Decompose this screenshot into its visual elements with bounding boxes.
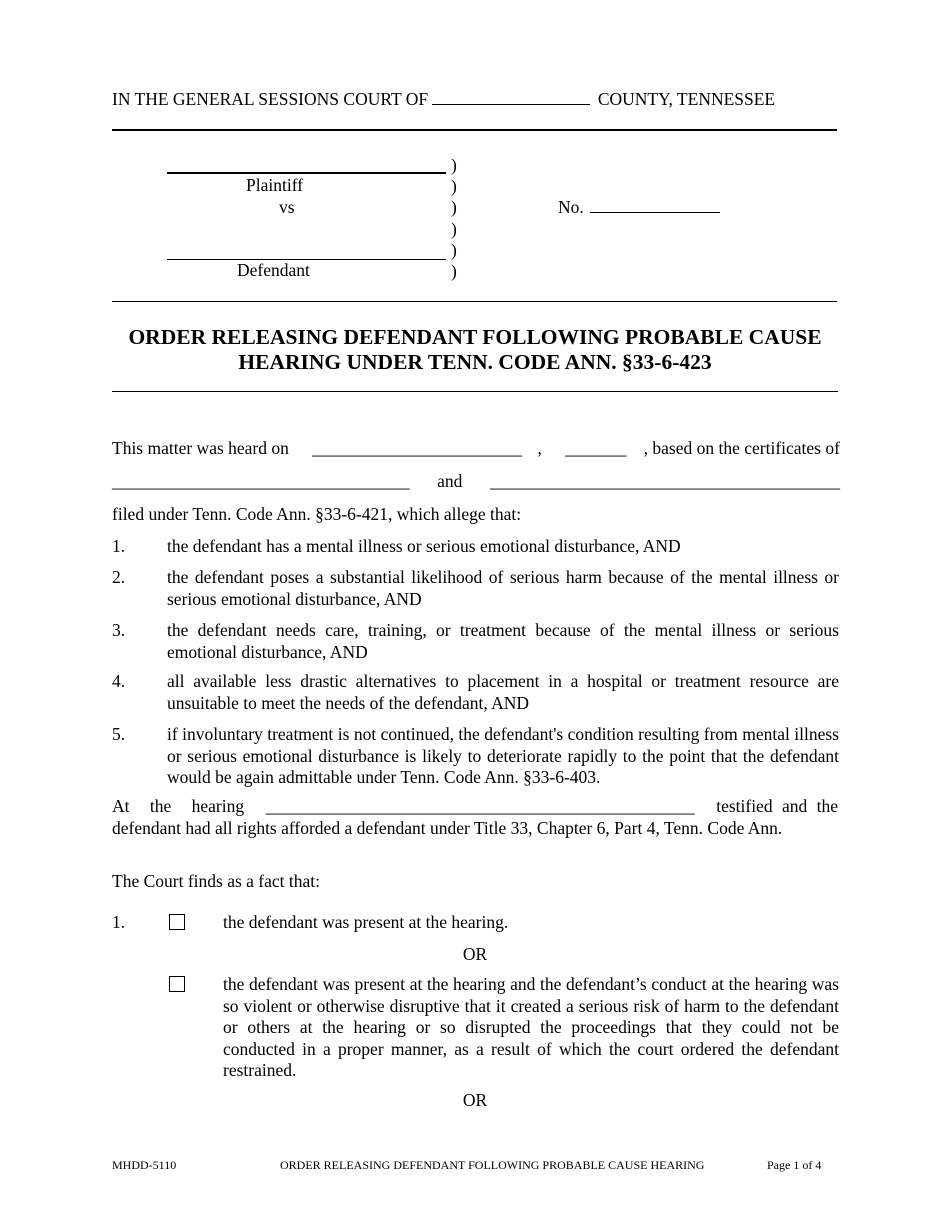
heard-text-2: , based on the certificates of: [643, 438, 840, 458]
page-current: 1: [793, 1158, 800, 1172]
defendant-label: Defendant: [237, 260, 310, 280]
hearing-line-2: defendant had all rights afforded a defendant under Title 33, Chapter 6, Part 4, Tenn. Code Ann.: [112, 818, 783, 838]
allegation-number: 4.: [112, 671, 126, 691]
hearing-suffix: testified and the: [716, 796, 838, 816]
caption-paren: ): [451, 219, 457, 239]
option-a-text: the defendant was present at the hearing.: [223, 912, 509, 932]
page-total: 4: [815, 1158, 822, 1172]
plaintiff-label: Plaintiff: [246, 175, 304, 195]
title-rule: [112, 391, 838, 392]
option-a-checkbox[interactable]: [169, 914, 185, 930]
footer-form-title: ORDER RELEASING DEFENDANT FOLLOWING PROBABLE CAUSE HEARING: [280, 1158, 705, 1172]
case-number: [558, 197, 720, 218]
heard-comma: ,: [537, 438, 542, 458]
filed-text: filed under Tenn. Code Ann. §33-6-421, which allege that:: [112, 504, 522, 524]
or-separator: OR: [462, 1090, 488, 1110]
caption-paren: ): [451, 155, 457, 175]
footer-page-number: [767, 1158, 821, 1173]
allegation-text: the defendant has a mental illness or serious emotional disturbance, AND: [167, 536, 681, 556]
footer-form-id: MHDD-5110: [112, 1158, 177, 1172]
court-header: [112, 89, 775, 110]
certificate-2-field[interactable]: ________________________________________: [490, 471, 840, 491]
page-title: [100, 325, 850, 375]
allegation-number: 2.: [112, 567, 126, 587]
findings-intro: The Court finds as a fact that:: [112, 871, 320, 891]
plaintiff-name-field[interactable]: [167, 172, 446, 174]
option-b-text: the defendant was present at the hearing and the defendant’s conduct at the hearing was so violent or otherwise disruptive that it created a serious risk of harm to the defendant or others at the hearing or so disrupted the proceedings that they could not be conducted in a proper manner, as a result of which the court ordered the defendant restrained.: [223, 974, 839, 1081]
caption-paren: ): [451, 176, 457, 196]
court-header-prefix: IN THE GENERAL SESSIONS COURT OF: [112, 89, 429, 109]
page-of: of: [802, 1158, 813, 1172]
vs-label: vs: [279, 197, 295, 217]
heard-text-1: This matter was heard on: [112, 438, 289, 458]
caption-rule: [112, 301, 837, 302]
option-b-checkbox[interactable]: [169, 976, 185, 992]
or-separator: OR: [462, 944, 488, 964]
county-name-field[interactable]: [432, 90, 590, 105]
certificates-and: and: [437, 471, 463, 491]
case-number-label: No.: [558, 197, 584, 217]
case-number-field[interactable]: [590, 198, 720, 213]
caption-paren: ): [451, 197, 457, 217]
allegation-number: 5.: [112, 724, 126, 744]
allegation-text: the defendant poses a substantial likelihood of serious harm because of the mental illness or serious emotional disturbance, AND: [167, 567, 839, 609]
caption-paren: ): [451, 240, 457, 260]
finding-number: 1.: [112, 912, 126, 932]
heard-date-field[interactable]: ________________________: [312, 438, 523, 458]
hearing-prefix: At the hearing: [112, 796, 245, 816]
heard-year-field[interactable]: _______: [565, 438, 627, 458]
allegation-text: if involuntary treatment is not continued, the defendant's condition resulting from mental illness or serious emotional disturbance is likely to deteriorate rapidly to the point that the defendant would be again admittable under Tenn. Code Ann. §33-6-403.: [167, 724, 839, 787]
court-header-suffix: COUNTY, TENNESSEE: [597, 89, 776, 109]
heard-on-line: [112, 438, 840, 459]
title-line-2: HEARING UNDER TENN. CODE ANN. §33-6-423: [238, 350, 712, 374]
caption-paren: ): [451, 261, 457, 281]
allegation-number: 3.: [112, 620, 126, 640]
hearing-witness-field[interactable]: _________________________________________________: [265, 796, 695, 816]
allegation-number: 1.: [112, 536, 126, 556]
header-rule: [112, 129, 837, 131]
page-label: Page: [767, 1158, 791, 1172]
allegation-text: the defendant needs care, training, or treatment because of the mental illness or serious emotional disturbance, AND: [167, 620, 839, 662]
certificate-1-field[interactable]: __________________________________: [112, 471, 410, 491]
hearing-line-1: [112, 796, 838, 817]
title-line-1: ORDER RELEASING DEFENDANT FOLLOWING PROBABLE CAUSE: [128, 325, 822, 349]
certificates-line: [112, 471, 840, 492]
allegation-text: all available less drastic alternatives to placement in a hospital or treatment resource are unsuitable to meet the needs of the defendant, AND: [167, 671, 839, 713]
